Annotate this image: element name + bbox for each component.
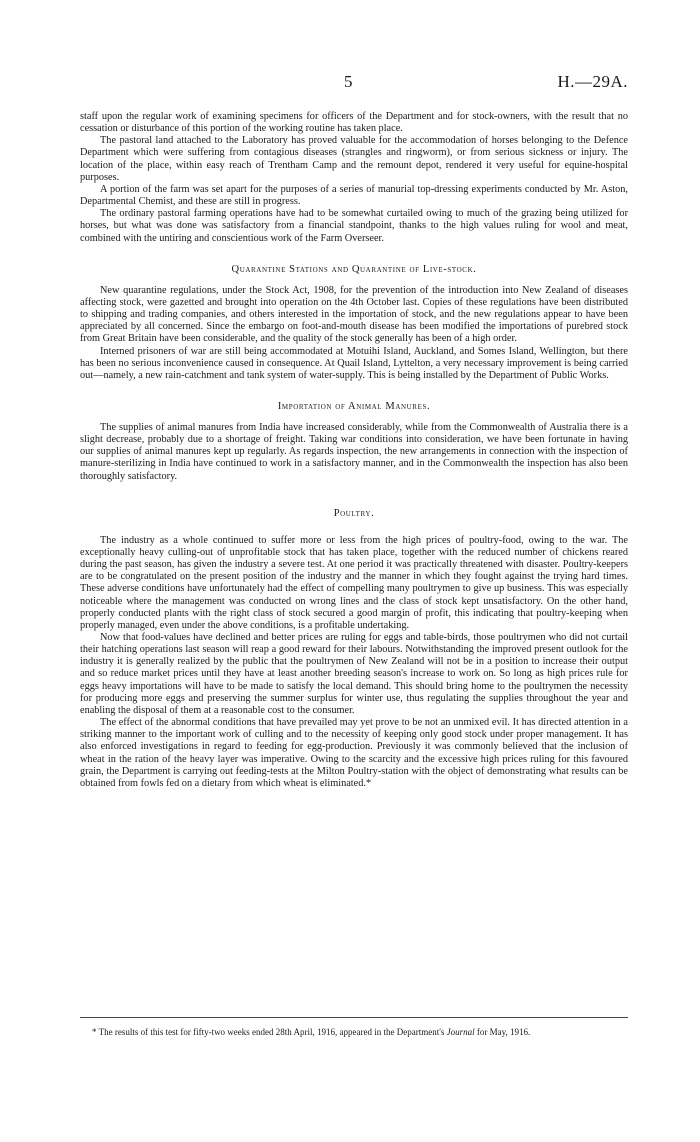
footnote [80, 1027, 628, 1038]
paragraph: The industry as a whole continued to suffer more or less from the high prices of poultry-food, owing to the war. The exceptionally heavy culling-out of unprofitable stock that has taken place, together with the reduced number of chickens reared during the past season, has given the industry a severe test. At one period it was practically threatened with disaster. Poultry-keepers are to be congratulated on the present position of the industry and the manner in which they fought against the trying hard times. These adverse conditions have unfortunately had the effect of compelling many poultrymen to give up business. This was especially noticeable where the management was conducted on wrong lines and the class of stock kept unsatisfactory. On the other hand, properly conducted plants with the right class of stock secured a good margin of profit, this indicating that poultry-keeping when properly managed, even under the above conditions, is a profitable undertaking. [80, 534, 628, 631]
section-heading-quarantine: Quarantine Stations and Quarantine of Live-stock. [231, 263, 477, 275]
paragraph: Now that food-values have declined and better prices are ruling for eggs and table-birds, those poultrymen who did not curtail their hatching operations last season will reap a good reward for their labours. Notwithstanding the improved present outlook for the industry it is generally realized by the public that the poultrymen of New Zealand will not be in a position to increase their output and so reduce market prices until they have at least another breeding season's increase to work on. So long as high prices rule for eggs heavy importations will have to be made to satisfy the local demand. This should bring home to the poultrymen the necessity for producing more eggs and preserving the summer surplus for winter use, thus regulating the supplies throughout the year and enabling the disposal of them at a reasonable cost to the consumer. [80, 632, 628, 716]
journal-title: Journal [446, 1027, 475, 1037]
footnote-text [80, 1027, 628, 1038]
document-reference: H.—29A. [557, 72, 628, 91]
paragraph: The effect of the abnormal conditions that have prevailed may yet prove to be not an unmixed evil. It has directed attention in a striking manner to the important work of culling and to the necessity of keeping only good stock under proper management. It has also enforced investigations in regard to feeding for egg-production. Previously it was commonly believed that the inclusion of wheat in the ration of the heavy layer was imperative. Owing to the scarcity and the excessive high prices ruling for this favoured grain, the Department is carrying out feeding-tests at the Milton Poultry-station with the object of demonstrating what results can be obtained from fowls fed on a dietary from which wheat is eliminated.* [80, 717, 628, 789]
paragraph: staff upon the regular work of examining specimens for officers of the Department and for stock-owners, with the result that no cessation or disturbance of this portion of the working routine has taken place. [80, 111, 628, 135]
paragraph: The supplies of animal manures from India have increased considerably, while from the Commonwealth of Australia there is a slight decrease, probably due to a shortage of freight. Taking war conditions into consideration, we have been fortunate in having our supplies of animal manures kept up regularly. As regards inspection, the new arrangements in connection with the inspection of manure-sterilizing in India have continued to work in a satisfactory manner, and in the Commonwealth the inspection has also been thoroughly satisfactory. [80, 421, 628, 482]
footnote-text-start: * The results of this test for fifty-two weeks ended 28th April, 1916, appeared in the Department's [92, 1027, 447, 1037]
paragraph: The pastoral land attached to the Laboratory has proved valuable for the accommodation of horses belonging to the Defence Department which were suffering from contagious diseases (strangles and ringworm), or from serious sickness or injury. The location of the place, within easy reach of Trentham Camp and the remount depot, rendered it very useful for equine-hospital purposes. [80, 135, 628, 183]
footnote-divider [80, 1017, 628, 1018]
section-heading-manures: Importation of Animal Manures. [277, 400, 431, 412]
paragraph: Interned prisoners of war are still being accommodated at Motuihi Island, Auckland, and Somes Island, Wellington, but there has been no serious inconvenience caused in consequence. At Quail Island, Lyttelton, a very necessary improvement is being carried out—namely, a new rain-catchment and tank system of water-supply. This is being installed by the Department of Public Works. [80, 345, 628, 381]
section-heading-poultry: Poultry. [333, 507, 375, 519]
page-body [80, 111, 628, 790]
paragraph: New quarantine regulations, under the Stock Act, 1908, for the prevention of the introduction into New Zealand of diseases affecting stock, were gazetted and brought into operation on the 4th October last. Copies of these regulations have been distributed to shipping and trading companies, and others interested in the importation of stock, and the new regulations appear to have been appreciated by all concerned. Since the embargo on foot-and-mouth disease has been modified the importations of purebred stock from Great Britain have been considerable, and the quality of the stock generally has been of a high order. [80, 284, 628, 345]
page-header [80, 72, 628, 94]
paragraph: A portion of the farm was set apart for the purposes of a series of manurial top-dressing experiments conducted by Mr. Aston, Departmental Chemist, and these are still in progress. [80, 183, 628, 208]
footnote-text-end: for May, 1916. [474, 1027, 531, 1037]
paragraph: The ordinary pastoral farming operations have had to be somewhat curtailed owing to much of the grazing being utilized for horses, but what was done was satisfactory from a financial standpoint, thanks to the high values ruling for wool and meat, combined with the untiring and conscientious work of the Farm Overseer. [80, 208, 628, 244]
page-number: 5 [344, 72, 353, 91]
